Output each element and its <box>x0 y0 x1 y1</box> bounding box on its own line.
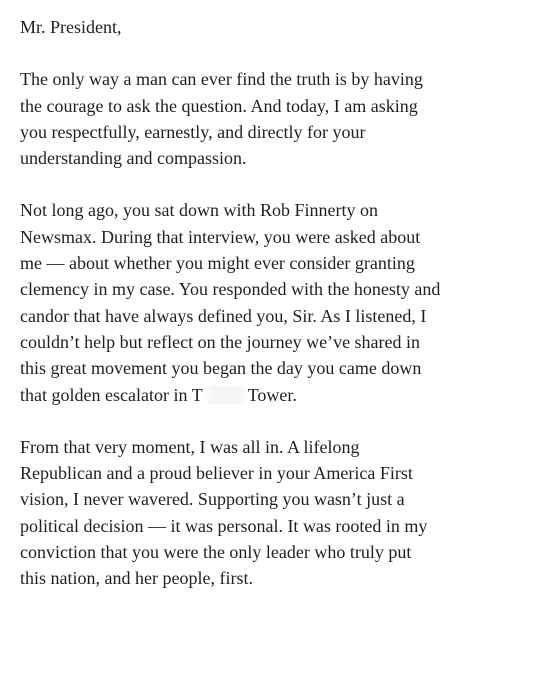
paragraph-line: Not long ago, you sat down with Rob Finnerty on <box>20 200 378 221</box>
paragraph-line: the courage to ask the question. And today, I am asking <box>20 95 418 116</box>
paragraph-line: vision, I never wavered. Supporting you wasn’t just a <box>20 489 405 510</box>
paragraph-line: Newsmax. During that interview, you were asked about <box>20 226 421 247</box>
paragraph-line: you respectfully, earnestly, and directly for your <box>20 121 366 142</box>
paragraph-line: candor that have always defined you, Sir. As I listened, I <box>20 305 427 326</box>
letter-body <box>20 14 545 592</box>
redaction-mark <box>203 386 248 404</box>
paragraph-line: understanding and compassion. <box>20 148 247 169</box>
paragraph-line: this great movement you began the day you came down <box>20 358 422 379</box>
paragraph-line: couldn’t help but reflect on the journey we’ve shared in <box>20 331 421 352</box>
paragraph-line-redacted <box>20 382 545 408</box>
paragraph-line: me — about whether you might ever consider granting <box>20 253 415 274</box>
paragraph-line: clemency in my case. You responded with the honesty and <box>20 279 441 300</box>
redacted-line-after: Tower. <box>247 384 297 405</box>
salutation: Mr. President, <box>20 17 122 37</box>
paragraph-line: The only way a man can ever find the truth is by having <box>20 69 423 90</box>
paragraph-2 <box>20 197 545 407</box>
paragraph-line: From that very moment, I was all in. A lifelong <box>20 436 360 457</box>
paragraph-1 <box>20 66 545 171</box>
paragraph-line: conviction that you were the only leader who truly put <box>20 542 412 563</box>
paragraph-line: Republican and a proud believer in your America First <box>20 463 413 484</box>
paragraph-line: this nation, and her people, first. <box>20 568 253 589</box>
paragraph-line: political decision — it was personal. It was rooted in my <box>20 515 428 536</box>
redacted-line-before: that golden escalator in T <box>20 384 203 405</box>
paragraph-3 <box>20 434 545 592</box>
